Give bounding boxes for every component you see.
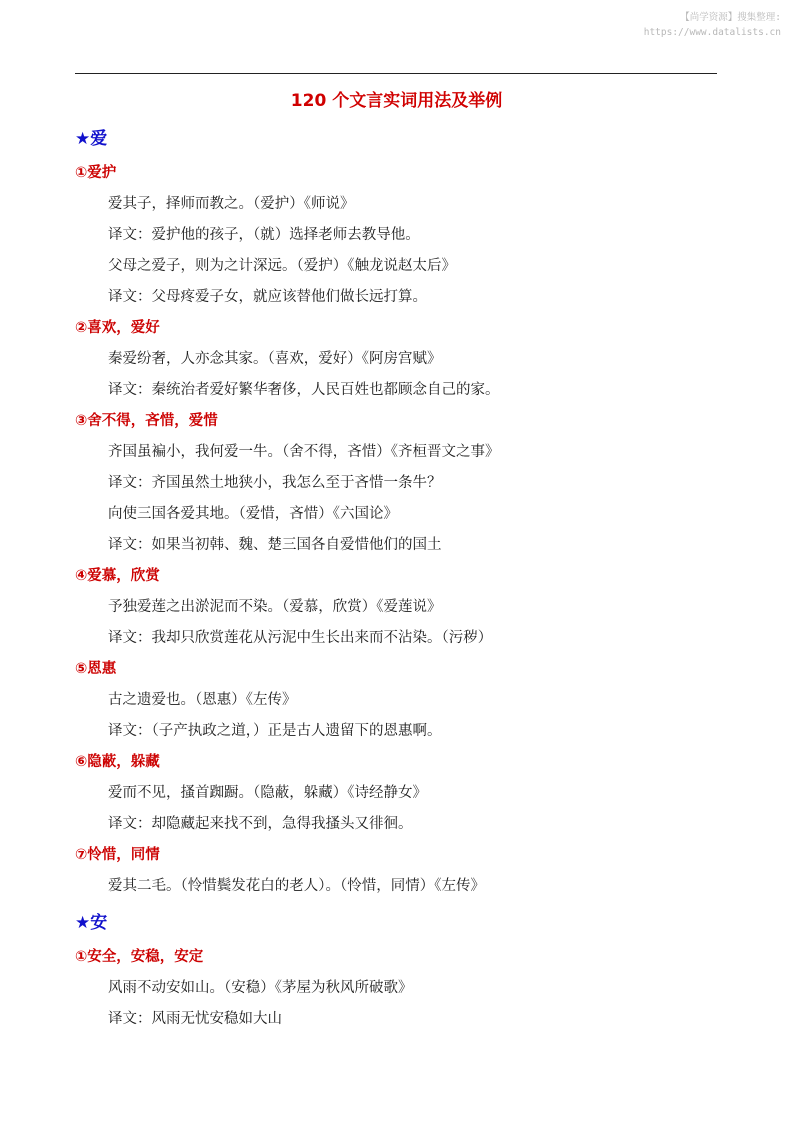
- sense-title: ⑤恩惠: [75, 661, 117, 677]
- example-line: 爱其二毛。（怜惜鬓发花白的老人）。（怜惜，同情）《左传》: [108, 878, 485, 894]
- entry-word: ★安: [75, 913, 108, 933]
- example-line: 予独爱莲之出淤泥而不染。（爱慕，欣赏）《爱莲说》: [108, 599, 442, 615]
- header-rule: [75, 73, 717, 74]
- example-line: 秦爱纷奢，人亦念其家。（喜欢，爱好）《阿房宫赋》: [108, 351, 442, 367]
- example-line: 风雨不动安如山。（安稳）《茅屋为秋风所破歌》: [108, 980, 413, 996]
- watermark-url: https://www.datalists.cn: [643, 27, 781, 38]
- example-line: 齐国虽褊小，我何爱一牛。（舍不得，吝惜）《齐桓晋文之事》: [108, 444, 500, 460]
- translation-line: 译文：爱护他的孩子，（就）选择老师去教导他。: [108, 227, 420, 243]
- translation-line: 译文：秦统治者爱好繁华奢侈，人民百姓也都顾念自己的家。: [108, 382, 500, 398]
- example-line: 爱而不见，搔首踟蹰。（隐蔽，躲藏）《诗经静女》: [108, 785, 427, 801]
- example-line: 向使三国各爱其地。（爱惜，吝惜）《六国论》: [108, 506, 398, 522]
- sense-title: ①爱护: [75, 165, 117, 181]
- translation-line: 译文：我却只欣赏莲花从污泥中生长出来而不沾染。（污秽）: [108, 630, 493, 646]
- translation-line: 译文：齐国虽然土地狭小，我怎么至于吝惜一条牛？: [108, 475, 442, 491]
- translation-line: 译文：如果当初韩、魏、楚三国各自爱惜他们的国土: [108, 537, 442, 553]
- sense-title: ⑦怜惜，同情: [75, 847, 160, 863]
- sense-title: ②喜欢，爱好: [75, 320, 160, 336]
- sense-title: ④爱慕，欣赏: [75, 568, 160, 584]
- translation-line: 译文：（子产执政之道，）正是古人遗留下的恩惠啊。: [108, 723, 442, 739]
- watermark-source: 【尚学资源】搜集整理:: [680, 12, 781, 23]
- page-title: 120 个文言实词用法及举例: [290, 91, 503, 111]
- sense-title: ⑥隐蔽，躲藏: [75, 754, 160, 770]
- sense-title: ③舍不得，吝惜，爱惜: [75, 413, 218, 429]
- example-line: 父母之爱子，则为之计深远。（爱护）《触龙说赵太后》: [108, 258, 456, 274]
- sense-title: ①安全，安稳，安定: [75, 949, 204, 965]
- watermark: [644, 10, 781, 40]
- document-body: [75, 124, 725, 1035]
- example-line: 古之遗爱也。（恩惠）《左传》: [108, 692, 297, 708]
- translation-line: 译文：风雨无忧安稳如大山: [108, 1011, 282, 1027]
- example-line: 爱其子，择师而教之。（爱护）《师说》: [108, 196, 355, 212]
- translation-line: 译文：却隐藏起来找不到，急得我搔头又徘徊。: [108, 816, 413, 832]
- translation-line: 译文：父母疼爱子女，就应该替他们做长远打算。: [108, 289, 427, 305]
- entry-word: ★爱: [75, 129, 108, 149]
